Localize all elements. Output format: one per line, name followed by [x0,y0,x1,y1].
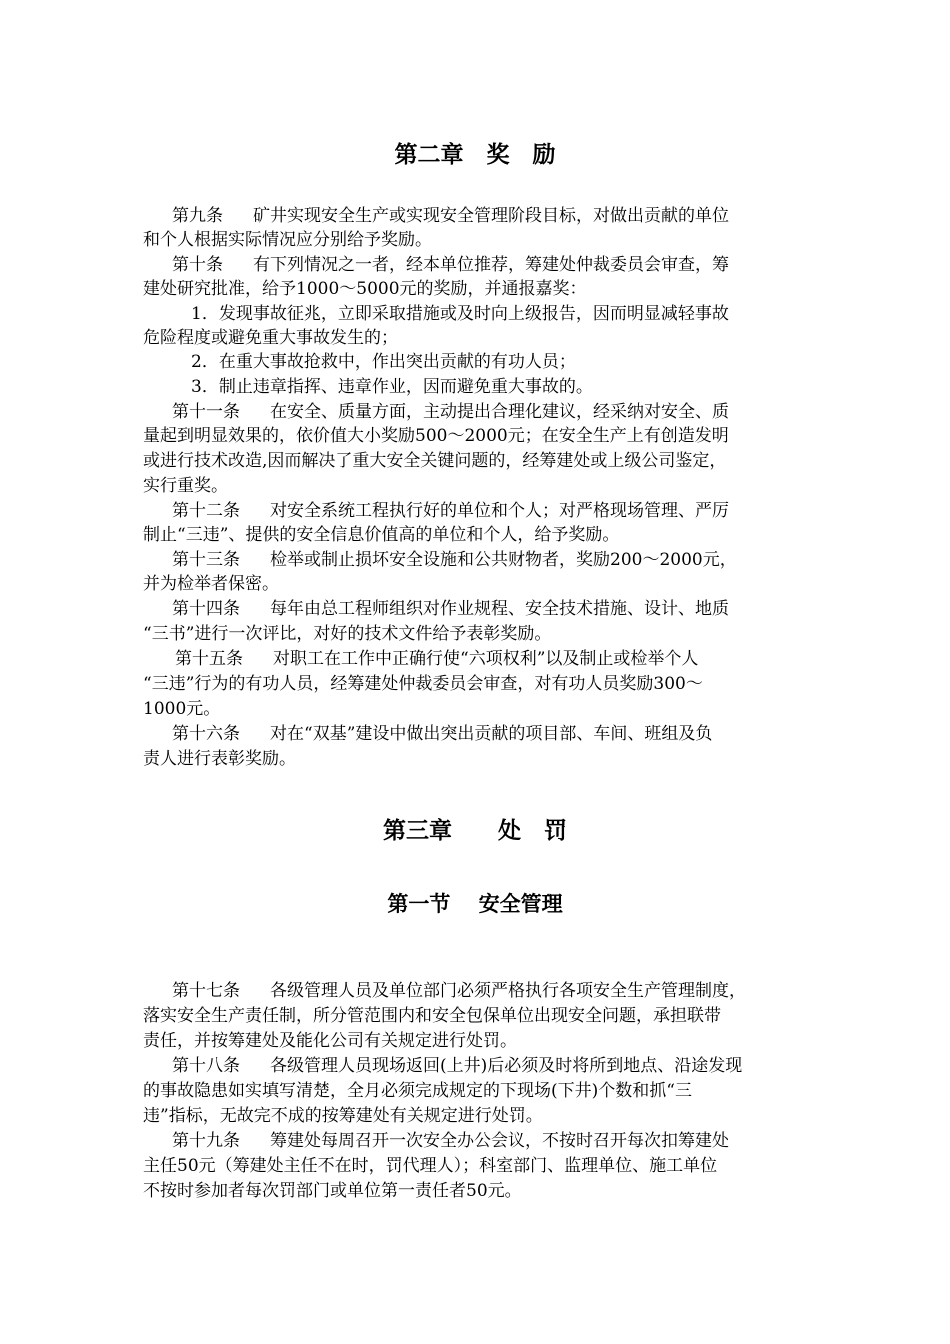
article-16-line-2: 责人进行表彰奖励。 [143,749,296,769]
article-17-line-1: 第十七条 各级管理人员及单位部门必须严格执行各项安全生产管理制度， [172,981,746,1001]
article-14-line-2: “三书”进行一次评比，对好的技术文件给予表彰奖励。 [143,624,552,644]
article-15-line-3: 1000元。 [143,699,221,719]
chapter-3-title: 第三章 处 罚 [383,818,567,844]
article-18-line-1: 第十八条 各级管理人员现场返回(上井)后必须及时将所到地点、沿途发现 [172,1056,743,1076]
article-18-line-2: 的事故隐患如实填写清楚，全月必须完成规定的下现场(下井)个数和抓“三 [143,1081,692,1101]
article-15-line-2: “三违”行为的有功人员，经筹建处仲裁委员会审查，对有功人员奖励300～ [143,674,703,694]
article-10-item-2: 2．在重大事故抢救中，作出突出贡献的有功人员； [191,352,576,372]
chapter-2-title: 第二章 奖 励 [394,142,556,168]
article-10-line-1: 第十条 有下列情况之一者，经本单位推荐，筹建处仲裁委员会审查，筹 [172,255,729,275]
article-9-line-1: 第九条 矿井实现安全生产或实现安全管理阶段目标，对做出贡献的单位 [172,206,729,226]
article-16-line-1: 第十六条 对在“双基”建设中做出突出贡献的项目部、车间、班组及负 [172,724,713,744]
article-10-item-1-line-1: 1．发现事故征兆，立即采取措施或及时向上级报告，因而明显减轻事故 [191,304,729,324]
article-17-line-2: 落实安全生产责任制，所分管范围内和安全包保单位出现安全问题，承担联带 [143,1006,721,1026]
article-13-line-1: 第十三条 检举或制止损坏安全设施和公共财物者，奖励200～2000元， [172,550,737,570]
article-12-line-2: 制止“三违”、提供的安全信息价值高的单位和个人，给予奖励。 [143,525,620,545]
article-9-line-2: 和个人根据实际情况应分别给予奖励。 [143,230,432,250]
article-19-line-1: 第十九条 筹建处每周召开一次安全办公会议，不按时召开每次扣筹建处 [172,1131,729,1151]
article-10-item-1-line-2: 危险程度或避免重大事故发生的； [143,328,398,348]
article-11-line-1: 第十一条 在安全、质量方面，主动提出合理化建议，经采纳对安全、质 [172,402,729,422]
article-17-line-3: 责任，并按筹建处及能化公司有关规定进行处罚。 [143,1031,517,1051]
article-14-line-1: 第十四条 每年由总工程师组织对作业规程、安全技术措施、设计、地质 [172,599,729,619]
article-19-line-3: 不按时参加者每次罚部门或单位第一责任者50元。 [143,1181,522,1201]
section-1-title: 第一节 安全管理 [387,892,563,916]
article-15-line-1: 第十五条 对职工在工作中正确行使“六项权利”以及制止或检举个人 [175,649,699,669]
article-11-line-2: 量起到明显效果的，依价值大小奖励500～2000元；在安全生产上有创造发明 [143,426,729,446]
article-19-line-2: 主任50元（筹建处主任不在时，罚代理人）；科室部门、监理单位、施工单位 [143,1156,718,1176]
article-10-line-2: 建处研究批准，给予1000～5000元的奖励，并通报嘉奖： [143,279,587,299]
article-11-line-3: 或进行技术改造,因而解决了重大安全关键问题的，经筹建处或上级公司鉴定， [143,451,727,471]
article-18-line-3: 违”指标，无故完不成的按筹建处有关规定进行处罚。 [143,1106,543,1126]
article-13-line-2: 并为检举者保密。 [143,574,279,594]
article-11-line-4: 实行重奖。 [143,476,228,496]
article-12-line-1: 第十二条 对安全系统工程执行好的单位和个人；对严格现场管理、严厉 [172,501,729,521]
article-10-item-3: 3．制止违章指挥、违章作业，因而避免重大事故的。 [191,377,593,397]
